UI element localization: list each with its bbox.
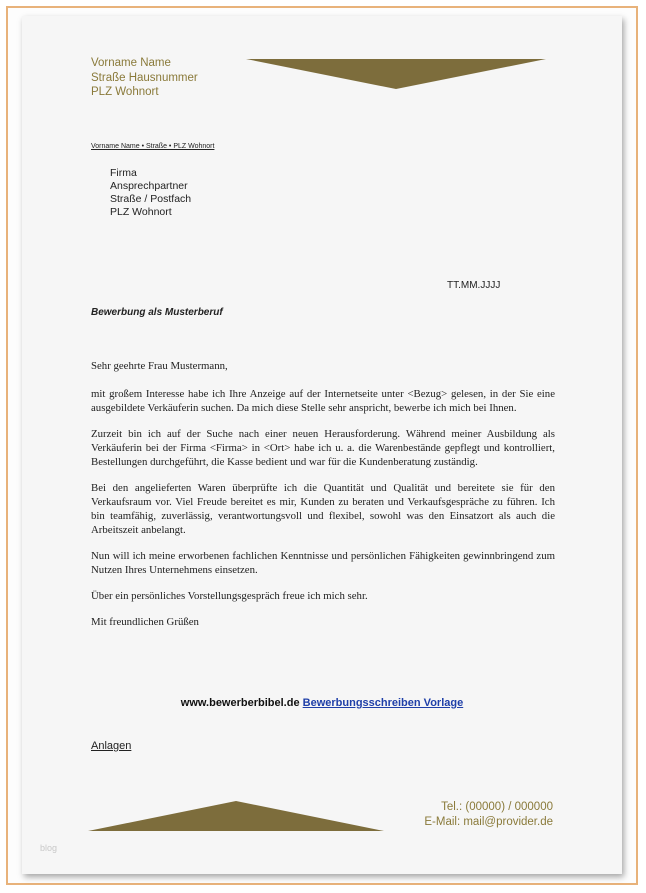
return-address-line: Vorname Name • Straße • PLZ Wohnort [91, 143, 215, 150]
recipient-city: PLZ Wohnort [110, 206, 172, 218]
paragraph-2: Zurzeit bin ich auf der Suche nach einer neuen Herausforderung. Während meiner Ausbildung als Verkäuferin bei der Firma <Firma> in <Ort> habe ich u. a. die Warenbestände gepflegt und kontrolliert, Bestellungen durchgeführt, die Kasse bedient und war für die Kundenberatung zuständig. [91, 428, 555, 468]
sender-name: Vorname Name [91, 57, 171, 69]
letter-date: TT.MM.JJJJ [447, 280, 501, 291]
letter-body [91, 359, 555, 641]
recipient-street: Straße / Postfach [110, 193, 192, 205]
paragraph-3: Bei den angelieferten Waren überprüfte ich die Quantität und Qualität und bereitete sie für den Verkaufsraum vor. Viel Freude bereitet es mir, Kunden zu beraten und Verkaufsgespräche zu führen. Ich bin teamfähig, zuverlässig, verantwortungsvoll und flexibel, sowohl was den Einsatzort als auch die Arbeitszeit anbelangt. [91, 482, 555, 536]
sender-street: Straße Hausnummer [91, 71, 198, 84]
footer-triangle-decoration [88, 801, 384, 831]
contact-info [424, 800, 553, 830]
paragraph-4: Nun will ich meine erworbenen fachlichen Kenntnisse und persönlichen Fähigkeiten gewinnbringend zum Nutzen Ihres Unternehmens einsetzen. [91, 550, 555, 576]
paragraph-5: Über ein persönliches Vorstellungsgespräch freue ich mich sehr. [91, 590, 368, 602]
recipient-contact: Ansprechpartner [110, 180, 188, 192]
template-link[interactable]: Bewerbungsschreiben Vorlage [302, 697, 464, 709]
header-triangle-decoration [246, 59, 546, 91]
closing: Mit freundlichen Grüßen [91, 616, 199, 628]
sender-city: PLZ Wohnort [91, 86, 159, 98]
salutation: Sehr geehrte Frau Mustermann, [91, 360, 228, 372]
watermark: blog [40, 843, 58, 853]
footer-site: www.bewerberbibel.de [180, 697, 300, 709]
recipient-address [110, 167, 191, 219]
attachments-label: Anlagen [91, 740, 132, 752]
contact-phone: Tel.: (00000) / 000000 [441, 801, 553, 813]
paragraph-1: mit großem Interesse habe ich Ihre Anzeige auf der Internetseite unter <Bezug> gelesen, in der Sie eine ausgebildete Verkäuferin suchen. Da mich diese Stelle sehr anspricht, bewerbe ich mich bei Ihnen. [91, 388, 555, 414]
contact-email: E-Mail: mail@provider.de [424, 816, 553, 828]
sender-address [91, 56, 198, 100]
letter-page [22, 16, 622, 874]
footer-link-line [22, 697, 622, 709]
recipient-company: Firma [110, 167, 137, 179]
letter-subject: Bewerbung als Musterberuf [91, 307, 223, 318]
